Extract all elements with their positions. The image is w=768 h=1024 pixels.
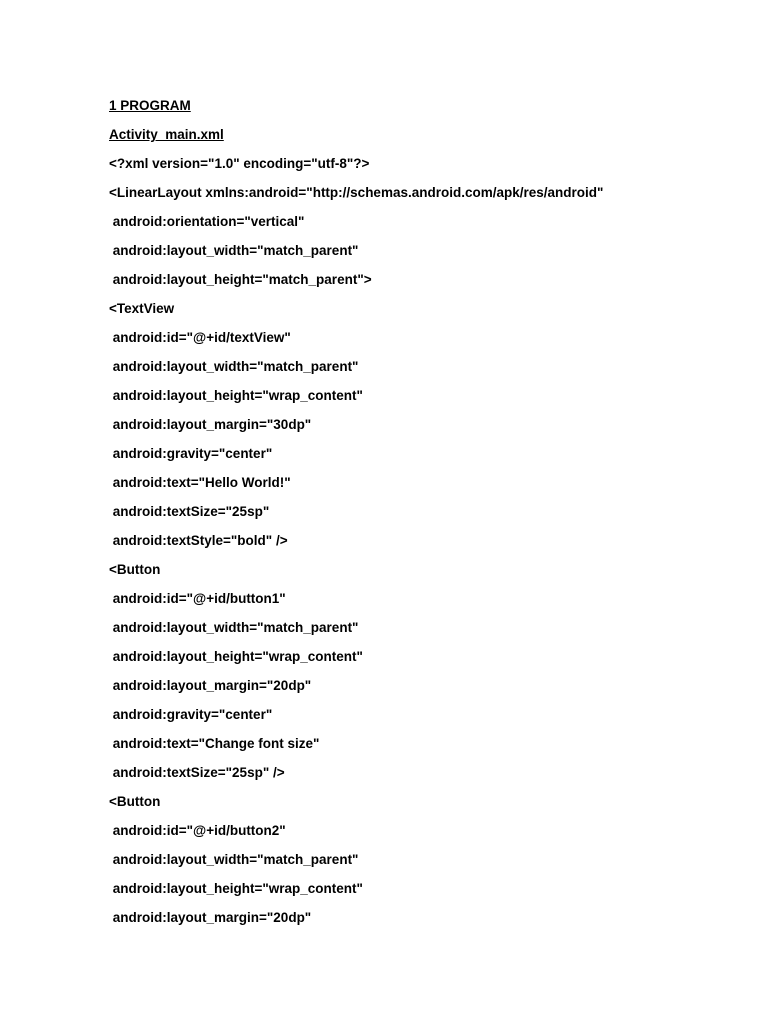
code-line: android:layout_margin="30dp" (109, 417, 312, 432)
code-line: <TextView (109, 301, 175, 316)
code-line: android:layout_margin="20dp" (109, 910, 312, 925)
code-line: android:layout_margin="20dp" (109, 678, 312, 693)
code-line: android:gravity="center" (109, 446, 273, 461)
code-line: android:text="Hello World!" (109, 475, 291, 490)
program-heading: 1 PROGRAM (109, 98, 191, 113)
code-line: <LinearLayout xmlns:android="http://schemas.android.com/apk/res/android" (109, 185, 604, 200)
code-line: android:layout_width="match_parent" (109, 243, 359, 258)
code-line: android:layout_height="wrap_content" (109, 388, 363, 403)
code-line: android:layout_height="wrap_content" (109, 881, 363, 896)
code-line: android:orientation="vertical" (109, 214, 305, 229)
code-line: android:layout_width="match_parent" (109, 852, 359, 867)
code-line: android:textSize="25sp" (109, 504, 270, 519)
code-line: android:id="@+id/button2" (109, 823, 286, 838)
code-line: <Button (109, 794, 161, 809)
code-line: android:layout_height="match_parent"> (109, 272, 372, 287)
code-line: android:layout_width="match_parent" (109, 359, 359, 374)
code-line: android:layout_width="match_parent" (109, 620, 359, 635)
code-line: android:id="@+id/textView" (109, 330, 291, 345)
code-line: android:id="@+id/button1" (109, 591, 286, 606)
code-line: <?xml version="1.0" encoding="utf-8"?> (109, 156, 370, 171)
code-block (109, 152, 749, 935)
code-line: android:text="Change font size" (109, 736, 320, 751)
code-line: android:layout_height="wrap_content" (109, 649, 363, 664)
code-line: android:textSize="25sp" /> (109, 765, 285, 780)
document-body (109, 94, 749, 935)
code-line: android:gravity="center" (109, 707, 273, 722)
file-name-heading: Activity_main.xml (109, 127, 224, 142)
code-line: android:textStyle="bold" /> (109, 533, 288, 548)
code-line: <Button (109, 562, 161, 577)
